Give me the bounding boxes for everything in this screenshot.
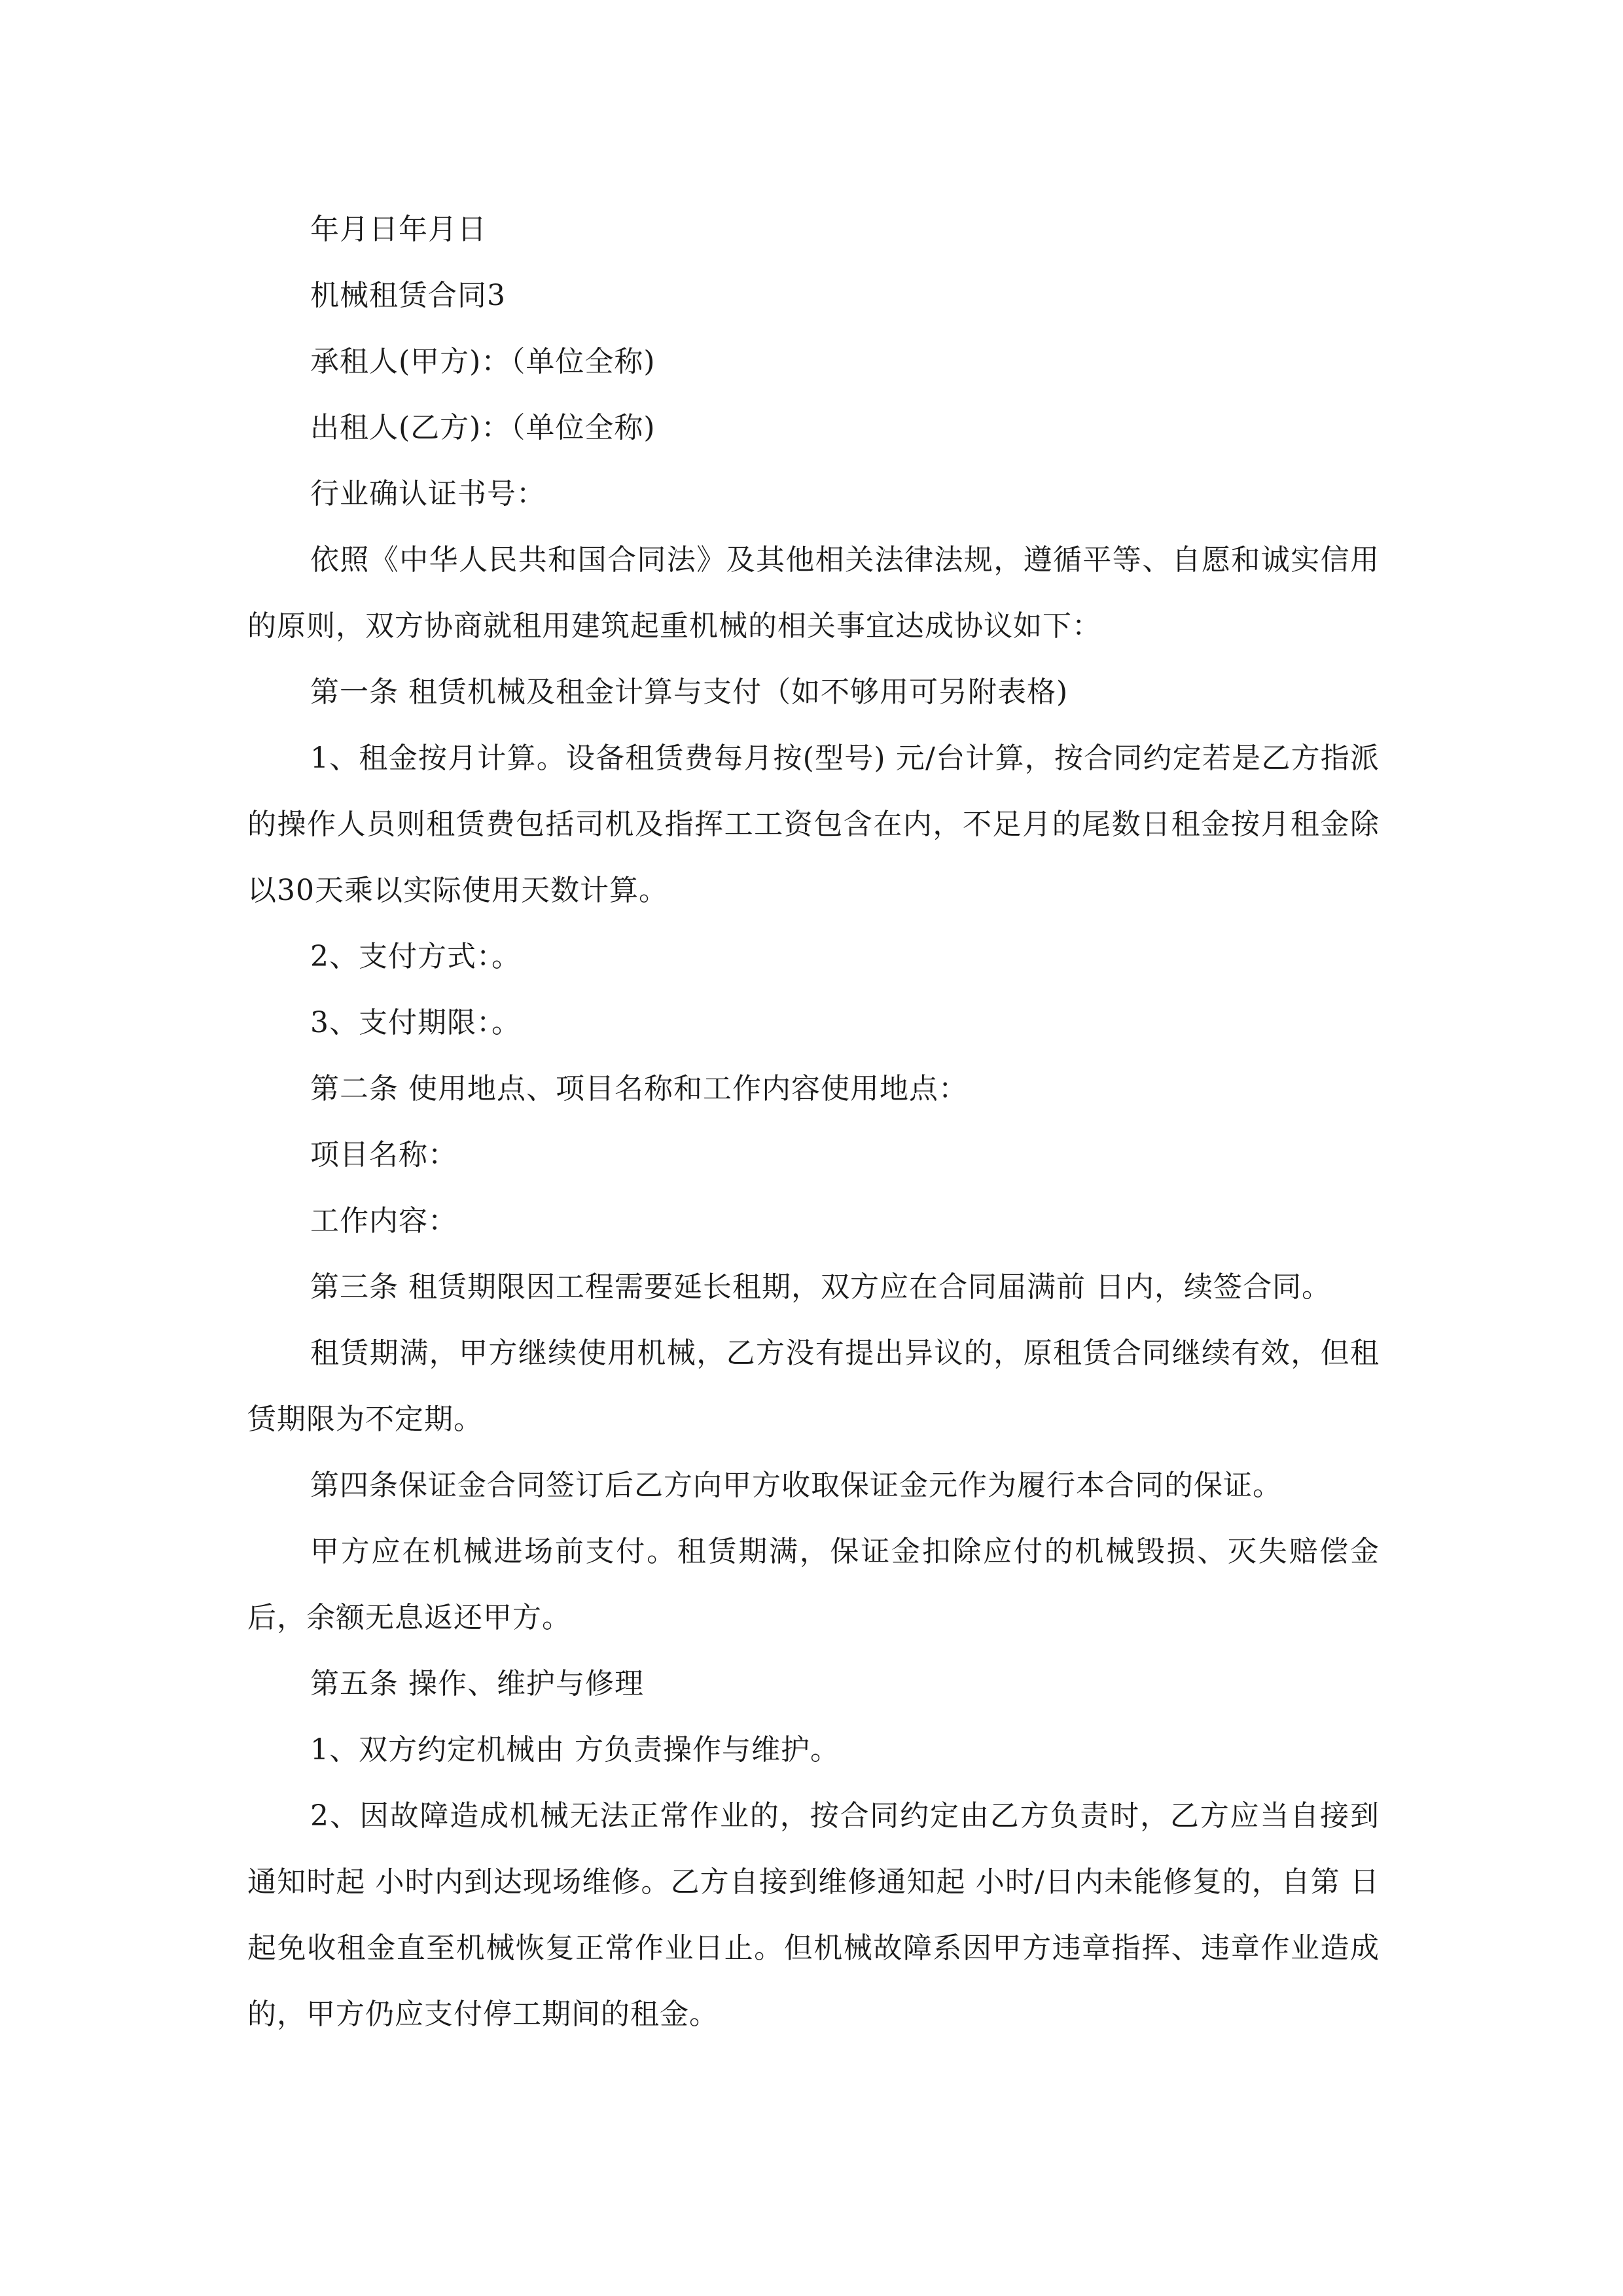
work-content-line: 工作内容： bbox=[310, 1204, 457, 1238]
certificate-number-line: 行业确认证书号： bbox=[310, 477, 546, 511]
article-1-clause-1: 1、租金按月计算。设备租赁费每月按(型号) 元/台计算，按合同约定若是乙方指派的操作人员则租赁费包括司机及指挥工工资包含在内，不足月的尾数日租金按月租金除以30天乘以实际使用天数计算。 bbox=[247, 742, 1380, 907]
article-5-clause-2: 2、因故障造成机械无法正常作业的，按合同约定由乙方负责时，乙方应当自接到通知时起 小时内到达现场维修。乙方自接到维修通知起 小时/日内未能修复的，自第 日起免收租金直至机械恢复正常作业日止。但机械故障系因甲方违章指挥、违章作业造成的，甲方仍应支付停工期间的租金。 bbox=[247, 1799, 1380, 2031]
preamble-paragraph: 依照《中华人民共和国合同法》及其他相关法律法规，遵循平等、自愿和诚实信用的原则，双方协商就租用建筑起重机械的相关事宜达成协议如下： bbox=[247, 543, 1380, 643]
article-1-clause-3: 3、支付期限：。 bbox=[310, 1006, 521, 1039]
article-4-paragraph: 第四条保证金合同签订后乙方向甲方收取保证金元作为履行本合同的保证。 bbox=[310, 1469, 1282, 1502]
article-1-heading: 第一条 租赁机械及租金计算与支付（如不够用可另附表格) bbox=[310, 675, 1069, 709]
article-1-clause-2: 2、支付方式：。 bbox=[310, 940, 521, 973]
lessee-line: 承租人(甲方)：（单位全称) bbox=[310, 345, 656, 378]
article-2-heading: 第二条 使用地点、项目名称和工作内容使用地点： bbox=[310, 1072, 968, 1105]
project-name-line: 项目名称： bbox=[310, 1138, 457, 1172]
article-3-paragraph: 第三条 租赁期限因工程需要延长租期，双方应在合同届满前 日内，续签合同。 bbox=[310, 1270, 1331, 1304]
date-line: 年月日年月日 bbox=[310, 213, 487, 246]
article-5-heading: 第五条 操作、维护与修理 bbox=[310, 1667, 644, 1700]
lessor-line: 出租人(乙方)：（单位全称) bbox=[310, 411, 656, 444]
deposit-payment-paragraph: 甲方应在机械进场前支付。租赁期满，保证金扣除应付的机械毁损、灭失赔偿金后，余额无息返还甲方。 bbox=[247, 1535, 1380, 1634]
contract-title: 机械租赁合同3 bbox=[310, 279, 506, 312]
document-body bbox=[247, 196, 1380, 2047]
lease-expiry-paragraph: 租赁期满，甲方继续使用机械，乙方没有提出异议的，原租赁合同继续有效，但租赁期限为不定期。 bbox=[247, 1336, 1380, 1436]
article-5-clause-1: 1、双方约定机械由 方负责操作与维护。 bbox=[310, 1733, 840, 1767]
